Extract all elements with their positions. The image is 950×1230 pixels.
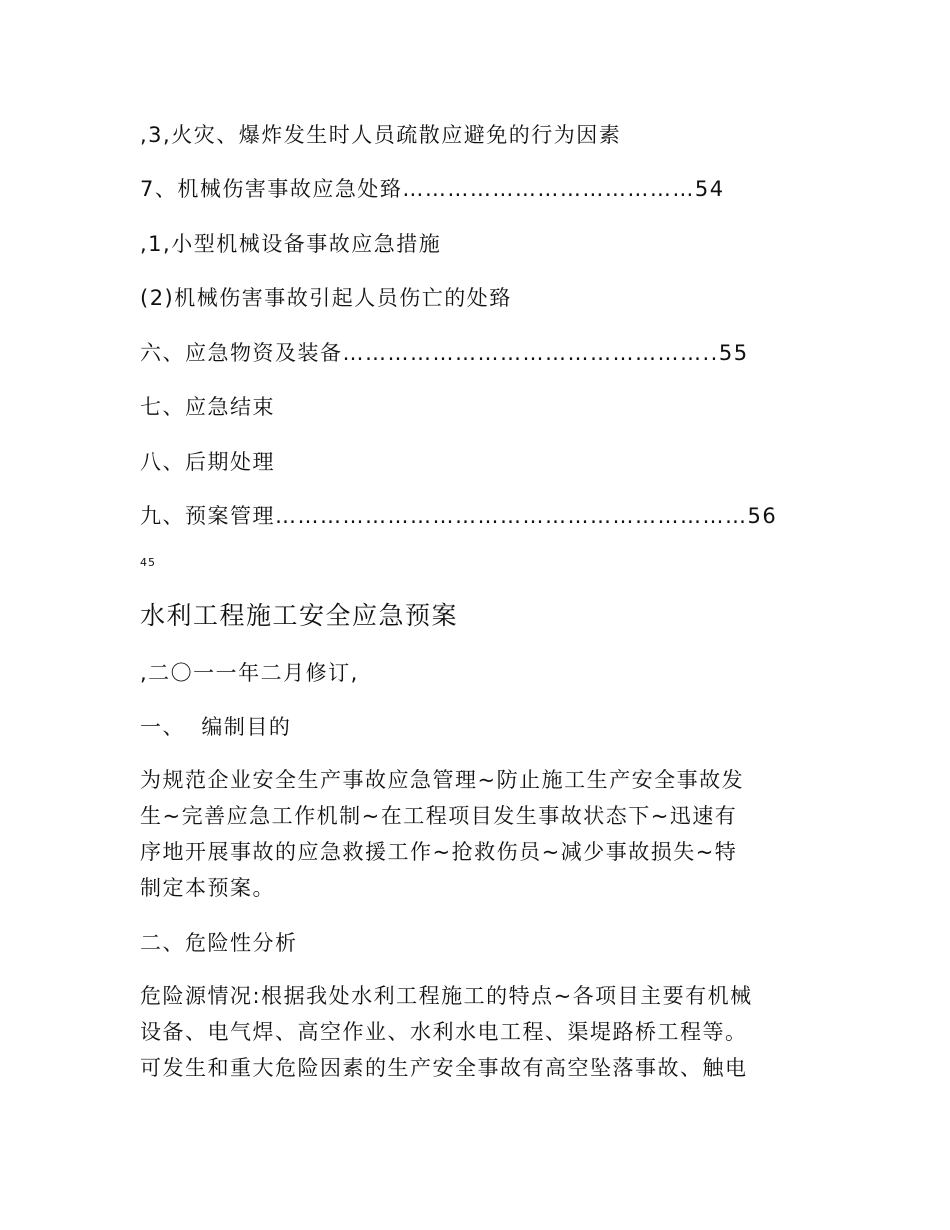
section-heading: 一、 编制目的: [140, 715, 292, 739]
toc-item: (2)机械伤害事故引起人员伤亡的处臵: [140, 286, 512, 310]
toc-item: 六、应急物资及装备…………………………………………..55: [140, 341, 749, 365]
toc-item: 九、预案管理………………………………………………………56: [140, 504, 778, 528]
paragraph-line: 可发生和重大危险因素的生产安全事故有高空坠落事故、触电: [140, 1056, 748, 1080]
paragraph-line: 制定本预案。: [140, 876, 275, 900]
document-title: 水利工程施工安全应急预案: [140, 601, 459, 630]
paragraph-line: 为规范企业安全生产事故应急管理~防止施工生产安全事故发: [140, 768, 745, 792]
paragraph-line: 设备、电气焊、高空作业、水利水电工程、渠堤路桥工程等。: [140, 1020, 748, 1044]
toc-item: 7、机械伤害事故应急处臵…………………………………54: [140, 177, 725, 201]
paragraph-line: 生~完善应急工作机制~在工程项目发生事故状态下~迅速有: [140, 804, 738, 828]
toc-item: 七、应急结束: [140, 395, 275, 419]
toc-item: 八、后期处理: [140, 450, 275, 474]
section-heading: 二、危险性分析: [140, 931, 298, 955]
toc-item: ,3,火灾、爆炸发生时人员疏散应避免的行为因素: [140, 123, 622, 147]
section-paragraph: [140, 978, 820, 1086]
paragraph-line: 危险源情况:根据我处水利工程施工的特点~各项目主要有机械: [140, 984, 753, 1008]
toc-item: ,1,小型机械设备事故应急措施: [140, 232, 442, 256]
section-paragraph: [140, 762, 820, 906]
revision-date: ,二〇一一年二月修订,: [140, 661, 359, 685]
page-number: 45: [140, 556, 156, 569]
paragraph-line: 序地开展事故的应急救援工作~抢救伤员~减少事故损失~特: [140, 840, 738, 864]
